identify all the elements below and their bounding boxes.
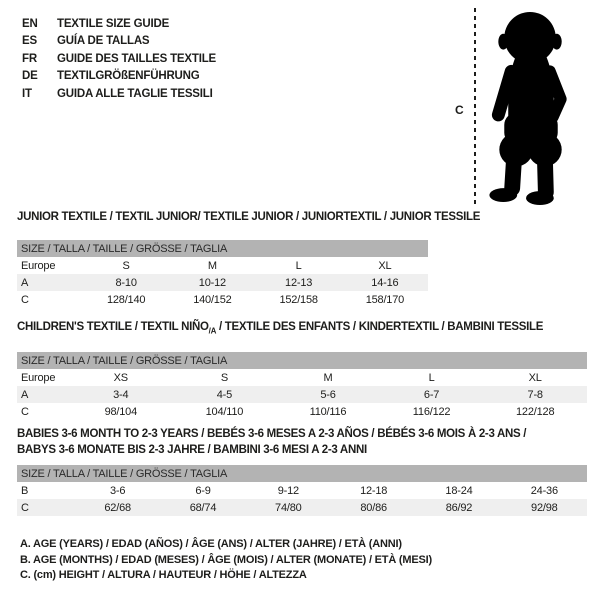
value-cell: 14-16 [342, 274, 428, 291]
value-cell: 128/140 [106, 293, 146, 306]
baby-silhouette-image [483, 8, 579, 206]
babies-section-title [17, 426, 587, 458]
size-header-label: SIZE / TALLA / TAILLE / GRÖSSE / TAGLIA [17, 352, 587, 369]
row-label: A [17, 386, 69, 403]
value-cell: 12-18 [360, 484, 388, 497]
language-code: FR [22, 52, 37, 65]
language-list [22, 16, 216, 103]
babies-title-line1: BABIES 3-6 MONTH TO 2-3 YEARS / BEBÉS 3-6 MESES A 2-3 AÑOS / BÉBÉS 3-6 MOIS À 2-3 ANS / [17, 428, 527, 440]
row-label: C [17, 499, 75, 516]
region-label: Europe [21, 371, 56, 384]
value-cell: 74/80 [246, 499, 331, 516]
table-row-height [17, 403, 587, 420]
value-cell: 4-5 [173, 386, 277, 403]
row-label: B [21, 484, 29, 497]
size-header-label: SIZE / TALLA / TAILLE / GRÖSSE / TAGLIA [17, 465, 587, 482]
value-cell: 152/158 [279, 293, 318, 306]
children-title-text: CHILDREN'S TEXTILE / TEXTIL NIÑO [17, 321, 209, 333]
size-cell: M [207, 259, 217, 272]
value-cell: 98/104 [104, 405, 138, 418]
language-row-fr [22, 51, 216, 68]
value-cell: 5-6 [276, 386, 380, 403]
language-label: GUÍA DE TALLAS [57, 35, 150, 48]
size-header-bar [17, 240, 428, 257]
table-row-height [17, 499, 587, 516]
value-cell: 116/122 [412, 405, 451, 418]
children-size-table [17, 352, 587, 420]
size-cell: M [323, 371, 333, 384]
value-cell: 9-12 [277, 484, 299, 497]
table-row-age [17, 274, 428, 291]
value-cell: 140/152 [193, 293, 232, 306]
region-row [17, 257, 428, 274]
value-cell: 10-12 [169, 274, 255, 291]
language-label: GUIDE DES TAILLES TEXTILE [57, 52, 216, 65]
size-cell: XS [113, 371, 128, 384]
value-cell: 86/92 [416, 499, 501, 516]
row-label: A [17, 274, 83, 291]
value-cell: 3-4 [69, 386, 173, 403]
language-code: DE [22, 70, 38, 83]
size-cell: S [220, 371, 228, 384]
language-code: ES [22, 35, 37, 48]
language-row-es [22, 33, 216, 50]
babies-textile-section [17, 426, 587, 516]
children-title-text: / TEXTILE DES ENFANTS / KINDERTEXTIL / BAMBINI TESSILE [216, 321, 544, 333]
value-cell: 3-6 [110, 484, 126, 497]
babies-title-line2: BABYS 3-6 MONATE BIS 2-3 JAHRE / BAMBINI 3-6 MESI A 2-3 ANNI [17, 444, 367, 456]
row-label: C [21, 405, 29, 418]
value-cell: 62/68 [75, 499, 160, 516]
size-cell: S [122, 259, 130, 272]
value-cell: 24-36 [530, 484, 558, 497]
babies-size-table [17, 465, 587, 516]
region-row [17, 369, 587, 386]
row-label: C [21, 293, 29, 306]
table-row-height [17, 291, 428, 308]
size-cell: XL [378, 259, 392, 272]
footnotes [20, 537, 432, 584]
language-row-de [22, 68, 216, 85]
value-cell: 122/128 [516, 405, 555, 418]
size-cell: L [295, 259, 302, 272]
value-cell: 18-24 [445, 484, 473, 497]
language-row-en [22, 16, 216, 33]
footnote-line-c: C. (cm) HEIGHT / ALTURA / HAUTEUR / HÖHE / ALTEZZA [20, 569, 307, 581]
language-label: GUIDA ALLE TAGLIE TESSILI [57, 87, 213, 100]
value-cell: 104/110 [205, 405, 244, 418]
value-cell: 6-7 [380, 386, 484, 403]
value-cell: 68/74 [160, 499, 245, 516]
children-textile-section [17, 321, 587, 420]
size-header-label: SIZE / TALLA / TAILLE / GRÖSSE / TAGLIA [17, 240, 428, 257]
junior-textile-section [17, 211, 481, 308]
table-row-age-months [17, 482, 587, 499]
size-cell: L [428, 371, 435, 384]
value-cell: 12-13 [256, 274, 342, 291]
height-marker-label: C [455, 103, 464, 117]
size-header-bar [17, 465, 587, 482]
junior-section-title: JUNIOR TEXTILE / TEXTIL JUNIOR/ TEXTILE JUNIOR / JUNIORTEXTIL / JUNIOR TESSILE [17, 211, 481, 223]
footnote-line-a: A. AGE (YEARS) / EDAD (AÑOS) / ÂGE (ANS) / ALTER (JAHRE) / ETÀ (ANNI) [20, 538, 402, 550]
junior-size-table [17, 240, 428, 308]
size-header-bar [17, 352, 587, 369]
children-section-title [17, 321, 587, 337]
region-label: Europe [21, 259, 56, 272]
table-row-age [17, 386, 587, 403]
language-code: EN [22, 18, 38, 30]
value-cell: 110/116 [309, 405, 347, 418]
value-cell: 92/98 [502, 499, 587, 516]
children-title-subscript: /A [208, 326, 217, 336]
language-label: TEXTILE SIZE GUIDE [57, 18, 170, 30]
language-code: IT [22, 87, 32, 100]
language-row-it [22, 86, 216, 103]
footnote-line-b: B. AGE (MONTHS) / EDAD (MESES) / ÂGE (MOIS) / ALTER (MONATE) / ETÀ (MESI) [20, 553, 432, 566]
value-cell: 7-8 [483, 386, 587, 403]
language-label: TEXTILGRÖßENFÜHRUNG [57, 70, 200, 83]
value-cell: 80/86 [331, 499, 416, 516]
height-dashed-line [474, 8, 476, 208]
value-cell: 8-10 [83, 274, 169, 291]
value-cell: 6-9 [195, 484, 211, 497]
size-cell: XL [528, 371, 542, 384]
value-cell: 158/170 [365, 293, 405, 306]
